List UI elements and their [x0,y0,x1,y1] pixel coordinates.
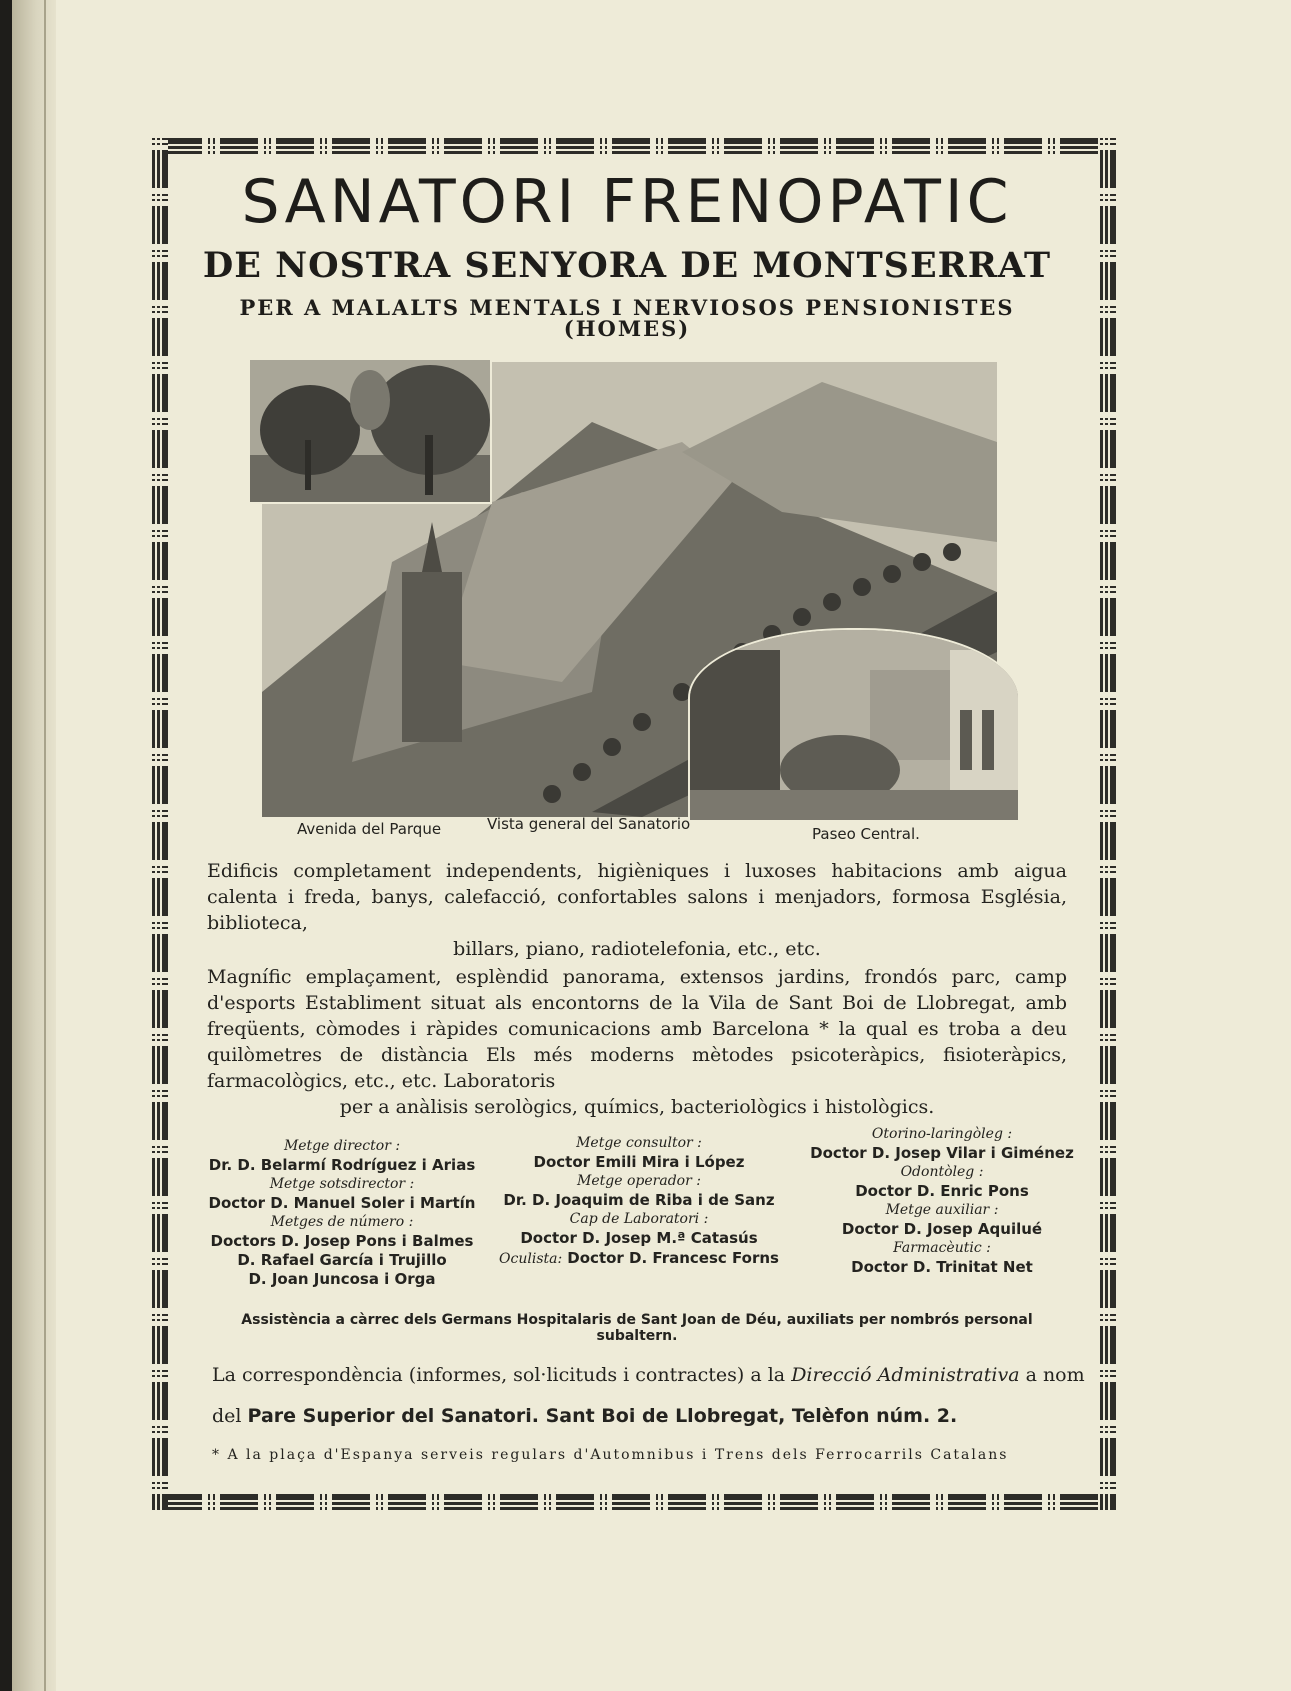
photo-central-walk [688,628,1020,822]
caption-central-walk: Paseo Central. [812,825,920,843]
border-right [1100,138,1116,1510]
page-tagline: PER A MALALTS MENTALS I NERVIOSOS PENSIONISTES (HOMES) [239,295,1015,341]
correspondence-text: a nom [1025,1364,1085,1386]
paragraph-location-text: Magnífic emplaçament, esplèndid panorama, extensos jardins, frondós parc, camp d'esports Establiment situat als encontorns de la Vila de Sant Boi de Llobregat, amb freqüents, còmodes i ràpides comunicacions amb Barcelona * la qual es troba a deu quilòmetres de distància Els més moderns mètodes psicoteràpics, fisioteràpics, farmacològics, etc., etc. Laboratoris [207,966,1067,1092]
caption-park: Avenida del Parque [297,820,442,838]
staff-role: Metge consultor : [576,1135,702,1151]
staff-column-3 [792,1125,1092,1277]
staff-role: Metge director : [283,1138,401,1154]
staff-role: Odontòleg : [900,1164,984,1180]
staff-name: Doctor D. Trinitat Net [851,1258,1033,1276]
staff-role: Metge operador : [577,1173,701,1189]
assistance-note: Assistència a càrrec dels Germans Hospitalaris de Sant Joan de Déu, auxiliats per nombrós personal subaltern. [241,1312,1033,1344]
paragraph-location [207,964,1067,1120]
staff-name: D. Joan Juncosa i Orga [248,1270,436,1288]
correspondence-text: del [212,1405,242,1427]
staff-role: Cap de Laboratori : [569,1211,709,1227]
staff-name: Dr. D. Joaquim de Riba i de Sanz [503,1191,775,1209]
border-left [152,138,168,1510]
footnote: * A la plaça d'Espanya serveis regulars d'Automnibus i Trens dels Ferrocarrils Catalans [212,1447,1009,1463]
page-title: SANATORI FRENOPATIC [241,167,1013,237]
correspondence-line-1 [212,1364,1085,1386]
staff-name: Doctor D. Josep Aquilué [841,1220,1043,1238]
photo-park-avenue [248,358,492,504]
correspondence-address: Pare Superior del Sanatori. Sant Boi de Llobregat, Telèfon núm. 2. [247,1405,958,1427]
staff-name: Doctor D. Manuel Soler i Martín [208,1194,476,1212]
staff-role: Otorino-laringòleg : [871,1126,1013,1142]
staff-name: Doctors D. Josep Pons i Balmes [210,1232,474,1250]
staff-role: Metges de número : [270,1214,414,1230]
border-top [152,138,1116,154]
correspondence-line-2 [212,1405,1072,1427]
staff-name: Doctor Emili Mira i López [533,1153,745,1171]
staff-column-2 [494,1134,784,1269]
caption-general-view: Vista general del Sanatorio [487,815,691,833]
staff-name: Doctor D. Josep M.ª Catasús [520,1229,758,1247]
staff-column-1 [197,1137,487,1289]
staff-name: Doctor D. Enric Pons [855,1182,1029,1200]
paragraph-location-last-line: per a anàlisis serològics, químics, bacteriològics i histològics. [339,1096,935,1118]
staff-name: D. Rafael García i Trujillo [237,1251,447,1269]
book-spine [12,0,56,1691]
paragraph-facilities-text: Edificis completament independents, higièniques i luxoses habitacions amb aigua calenta i freda, banys, calefacció, confortables salons i menjadors, formosa Església, biblioteca, [207,860,1067,934]
staff-name: Dr. D. Belarmí Rodríguez i Arias [208,1156,476,1174]
border-bottom [152,1494,1116,1510]
paragraph-facilities [207,858,1067,962]
page [12,0,1291,1691]
staff-role: Metge sotsdirector : [269,1176,415,1192]
correspondence-office: Direcció Administrativa [791,1364,1020,1386]
correspondence-text: La correspondència (informes, sol·licituds i contractes) a la [212,1364,786,1386]
staff-name: Doctor D. Francesc Forns [567,1249,779,1267]
staff-role: Farmacèutic : [893,1240,991,1256]
page-subtitle: DE NOSTRA SENYORA DE MONTSERRAT [202,245,1052,286]
staff-role: Oculista: [499,1251,563,1267]
staff-role: Metge auxiliar : [885,1202,999,1218]
paragraph-facilities-last-line: billars, piano, radiotelefonia, etc., etc. [453,938,821,960]
staff-name: Doctor D. Josep Vilar i Giménez [810,1144,1074,1162]
